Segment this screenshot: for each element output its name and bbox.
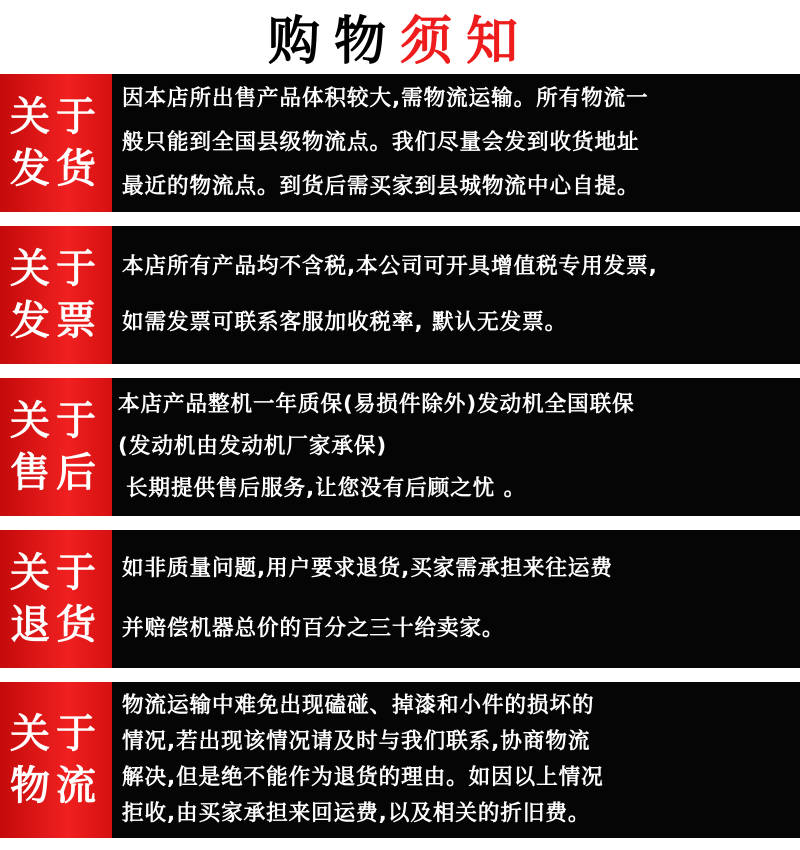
section-content — [112, 378, 800, 516]
label-line-1: 关于 — [10, 550, 102, 596]
label-line-2: 发票 — [10, 298, 102, 344]
label-line-2: 退货 — [10, 602, 102, 648]
section-label — [0, 378, 112, 516]
label-line-2: 物流 — [10, 763, 102, 809]
section-after-sales — [0, 378, 800, 516]
content-line: 般只能到全国县级物流点。我们尽量会发到收货地址 — [122, 130, 640, 155]
label-line-1: 关于 — [10, 246, 102, 292]
label-line-1: 关于 — [10, 711, 102, 757]
label-line-2: 发货 — [10, 146, 102, 192]
section-label — [0, 530, 112, 668]
content-line: 因本店所出售产品体积较大,需物流运输。所有物流一 — [122, 86, 649, 111]
section-content — [112, 682, 800, 838]
section-shipping — [0, 74, 800, 212]
title-part-red: 须知 — [400, 11, 533, 72]
content-line: 拒收,由买家承担来回运费,以及相关的折旧费。 — [122, 801, 591, 826]
content-line: 解决,但是绝不能作为退货的理由。如因以上情况 — [122, 765, 604, 790]
label-line-2: 售后 — [10, 450, 102, 496]
content-line: 如非质量问题,用户要求退货,买家需承担来往运费 — [122, 556, 613, 581]
section-content — [112, 74, 800, 212]
section-label — [0, 226, 112, 364]
page-title — [0, 0, 800, 72]
label-line-1: 关于 — [10, 398, 102, 444]
section-label — [0, 682, 112, 838]
content-line: 如需发票可联系客服加收税率, 默认无发票。 — [122, 310, 568, 335]
section-label — [0, 74, 112, 212]
content-line: 情况,若出现该情况请及时与我们联系,协商物流 — [122, 729, 591, 754]
title-part-black: 购物 — [267, 11, 400, 72]
content-line: (发动机由发动机厂家承保) — [118, 434, 388, 459]
content-line: 物流运输中难免出现磕碰、掉漆和小件的损坏的 — [122, 693, 595, 718]
content-line: 本店所有产品均不含税,本公司可开具增值税专用发票, — [122, 254, 658, 279]
label-line-1: 关于 — [10, 94, 102, 140]
content-line: 长期提供售后服务,让您没有后顾之忧 。 — [126, 476, 527, 501]
content-line: 最近的物流点。到货后需买家到县城物流中心自提。 — [122, 174, 640, 199]
section-returns — [0, 530, 800, 668]
content-line: 本店产品整机一年质保(易损件除外)发动机全国联保 — [118, 392, 635, 417]
section-logistics — [0, 682, 800, 838]
section-content — [112, 226, 800, 364]
section-invoice — [0, 226, 800, 364]
content-line: 并赔偿机器总价的百分之三十给卖家。 — [122, 616, 505, 641]
section-content — [112, 530, 800, 668]
